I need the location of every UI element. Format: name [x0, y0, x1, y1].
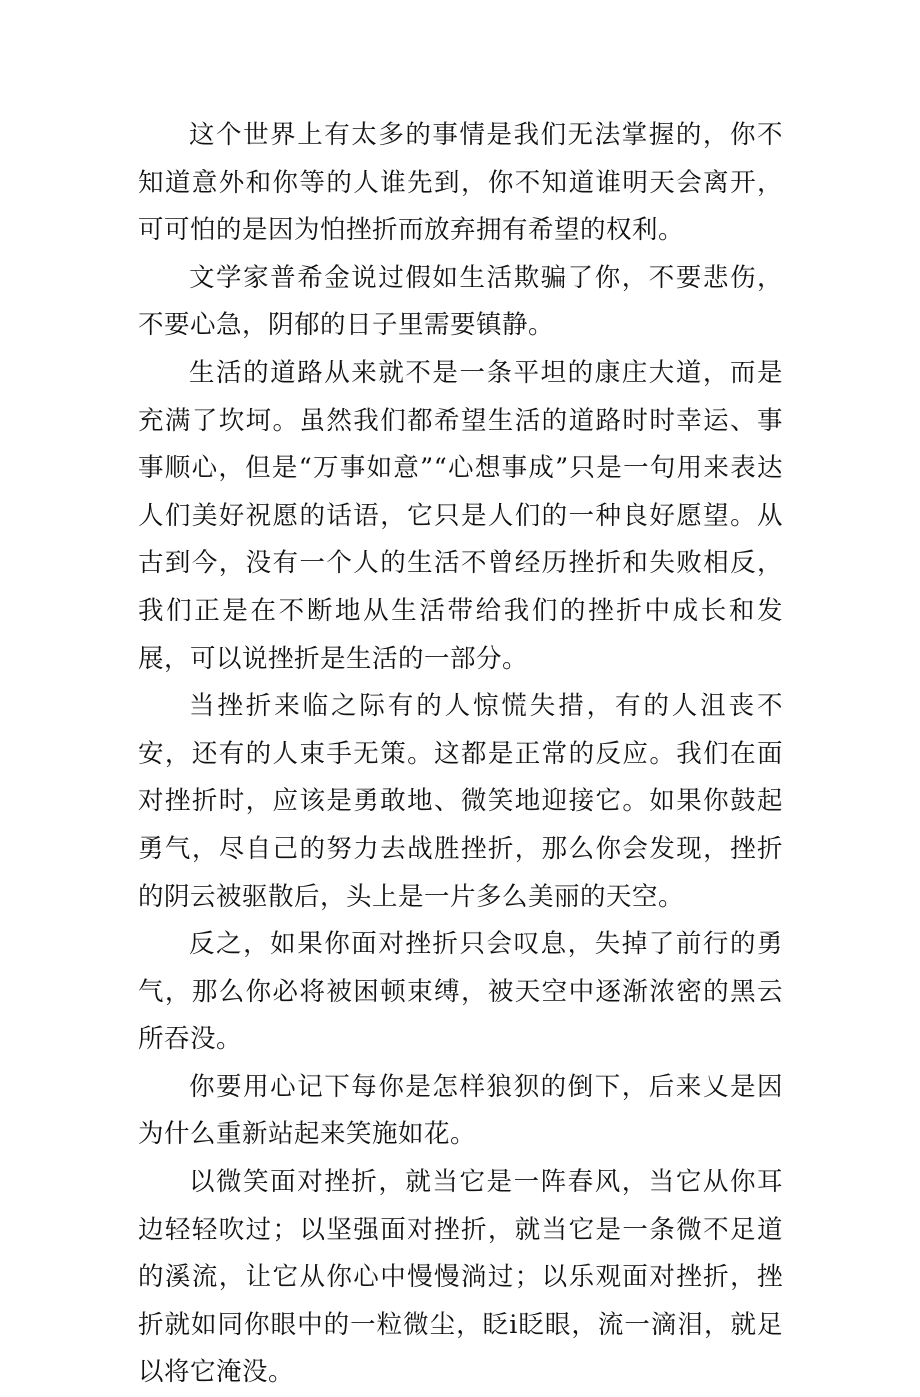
paragraph-7: 以微笑面对挫折，就当它是一阵春风，当它从你耳边轻轻吹过；以坚强面对挫折，就当它是一条微不足道的溪流，让它从你心中慢慢淌过；以乐观面对挫折，挫折就如同你眼中的一粒微尘，眨i眨眼，流一滴泪，就足以将它淹没。 — [138, 1167, 783, 1388]
paragraph-5: 反之，如果你面对挫折只会叹息，失掉了前行的勇气，那么你必将被困顿束缚，被天空中逐渐浓密的黑云所吞没。 — [138, 929, 783, 1055]
paragraph-2: 文学家普希金说过假如生活欺骗了你，不要悲伤，不要心急，阴郁的日子里需要镇静。 — [138, 262, 783, 341]
paragraph-1: 这个世界上有太多的事情是我们无法掌握的，你不知道意外和你等的人谁先到，你不知道谁明天会离开，可可怕的是因为怕挫折而放弃拥有希望的权利。 — [138, 120, 783, 246]
paragraph-3: 生活的道路从来就不是一条平坦的康庄大道，而是充满了坎坷。虽然我们都希望生活的道路时时幸运、事事顺心，但是“万事如意”“心想事成”只是一句用来表达人们美好祝愿的话语，它只是人们的一种良好愿望。从古到今，没有一个人的生活不曾经历挫折和失败相反，我们正是在不断地从生活带给我们的挫折中成长和发展，可以说挫折是生活的一部分。 — [138, 357, 783, 674]
paragraph-6: 你要用心记下每你是怎样狼狈的倒下，后来乂是因为什么重新站起来笑施如花。 — [138, 1071, 783, 1150]
paragraph-4: 当挫折来临之际有的人惊慌失措，有的人沮丧不安，还有的人束手无策。这都是正常的反应。我们在面对挫折时，应该是勇敢地、微笑地迎接它。如果你鼓起勇气，尽自己的努力去战胜挫折，那么你会发现，挫折的阴云被驱散后，头上是一片多么美丽的天空。 — [138, 691, 783, 912]
document-body — [138, 112, 783, 1397]
